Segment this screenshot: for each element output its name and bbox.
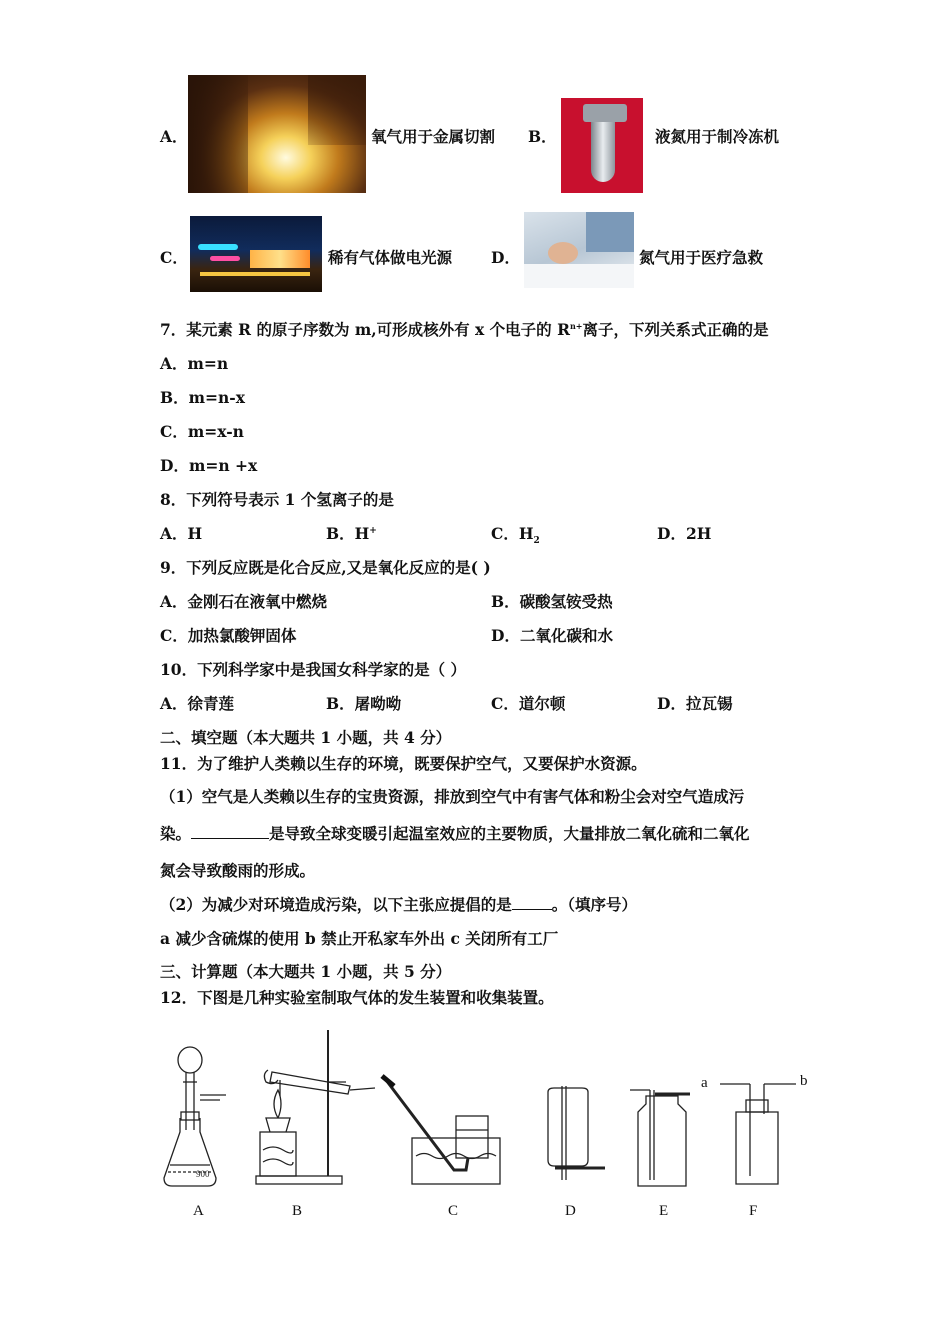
q11-part2: （2）为减少对环境造成污染，以下主张应提倡的是 。（填序号） (160, 895, 638, 914)
flask-mark: 900 (196, 1169, 210, 1179)
q10-option-c: C．道尔顿 (491, 694, 566, 713)
q9-option-d: D．二氧化碳和水 (491, 626, 613, 645)
option-letter-d: D． (491, 248, 520, 267)
q8-option-b: B．H+ (326, 524, 377, 543)
q10-stem: 10．下列科学家中是我国女科学家的是（ ） (160, 660, 466, 679)
q7-option-a: A．m=n (160, 354, 229, 373)
q8-option-c: C．$H_2$ (491, 524, 540, 547)
apparatus-label-d: D (565, 1203, 576, 1219)
neon-lights-photo (190, 216, 322, 292)
section-heading-calculation: 三、计算题（本大题共 1 小题，共 5 分） (160, 962, 452, 981)
q8-option-d: D．2H (657, 524, 712, 543)
apparatus-d-downward (548, 1086, 605, 1180)
apparatus-label-f: F (749, 1203, 758, 1219)
q10-option-d: D．拉瓦锡 (657, 694, 733, 713)
answer-blank-2[interactable] (512, 909, 552, 910)
q12-stem: 12．下图是几种实验室制取气体的发生装置和收集装置。 (160, 988, 554, 1007)
option-text-b: 液氮用于制冷冻机 (655, 127, 780, 146)
apparatus-f-gas-bottle (720, 1084, 796, 1184)
lab-apparatus-figure (150, 1020, 830, 1230)
metal-cutting-photo (188, 75, 366, 193)
q11-choices: a 减少含硫煤的使用 b 禁止开私家车外出 c 关闭所有工厂 (160, 929, 559, 948)
option-text-a: 氧气用于金属切割 (371, 127, 496, 146)
q11-part1-line1: （1）空气是人类赖以生存的宝贵资源，排放到空气中有害气体和粉尘会对空气造成污 (160, 787, 745, 806)
apparatus-label-b: B (292, 1203, 303, 1219)
apparatus-c-water-trough (382, 1076, 500, 1184)
option-text-d: 氮气用于医疗急救 (639, 248, 764, 267)
q8-option-a: A．H (160, 524, 203, 543)
q11-stem: 11．为了维护人类赖以生存的环境，既要保护空气，又要保护水资源。 (160, 754, 647, 773)
q9-stem: 9．下列反应既是化合反应,又是氧化反应的是( ) (160, 558, 491, 577)
q10-option-b: B．屠呦呦 (326, 694, 402, 713)
q9-option-b: B．碳酸氢铵受热 (491, 592, 613, 611)
port-label-a: a (701, 1075, 708, 1091)
apparatus-label-e: E (659, 1203, 669, 1219)
medical-emergency-photo (524, 212, 634, 288)
q9-option-a: A．金刚石在液氧中燃烧 (160, 592, 328, 611)
q11-part1-line3: 氮会导致酸雨的形成。 (160, 861, 316, 880)
q8-stem: 8．下列符号表示 1 个氢离子的是 (160, 490, 394, 509)
port-label-b: b (800, 1073, 808, 1089)
refrigerator-photo (561, 98, 643, 193)
apparatus-a-flask (164, 1047, 226, 1186)
option-letter-b: B． (528, 127, 557, 146)
q7-option-c: C．m=x-n (160, 422, 244, 441)
option-text-c: 稀有气体做电光源 (328, 248, 453, 267)
option-letter-c: C． (160, 248, 188, 267)
apparatus-b-heating (256, 1030, 375, 1184)
q7-option-b: B．m=n-x (160, 388, 245, 407)
apparatus-label-a: A (193, 1203, 204, 1219)
section-heading-fill-in: 二、填空题（本大题共 1 小题，共 4 分） (160, 728, 452, 747)
apparatus-e-upward (630, 1090, 690, 1186)
q9-option-c: C．加热氯酸钾固体 (160, 626, 297, 645)
q7-option-d: D．m=n +x (160, 456, 258, 475)
option-letter-a: A． (160, 127, 188, 146)
answer-blank-1[interactable] (191, 838, 269, 839)
q7-stem: 7．某元素 R 的原子序数为 m,可形成核外有 x 个电子的 $R^{n+}$离子，下列关系式正确的是 (160, 320, 769, 340)
q11-part1-line2: 染。 是导致全球变暖引起温室效应的主要物质，大量排放二氧化硫和二氧化 (160, 824, 750, 843)
apparatus-label-c: C (448, 1203, 459, 1219)
q10-option-a: A．徐青莲 (160, 694, 235, 713)
